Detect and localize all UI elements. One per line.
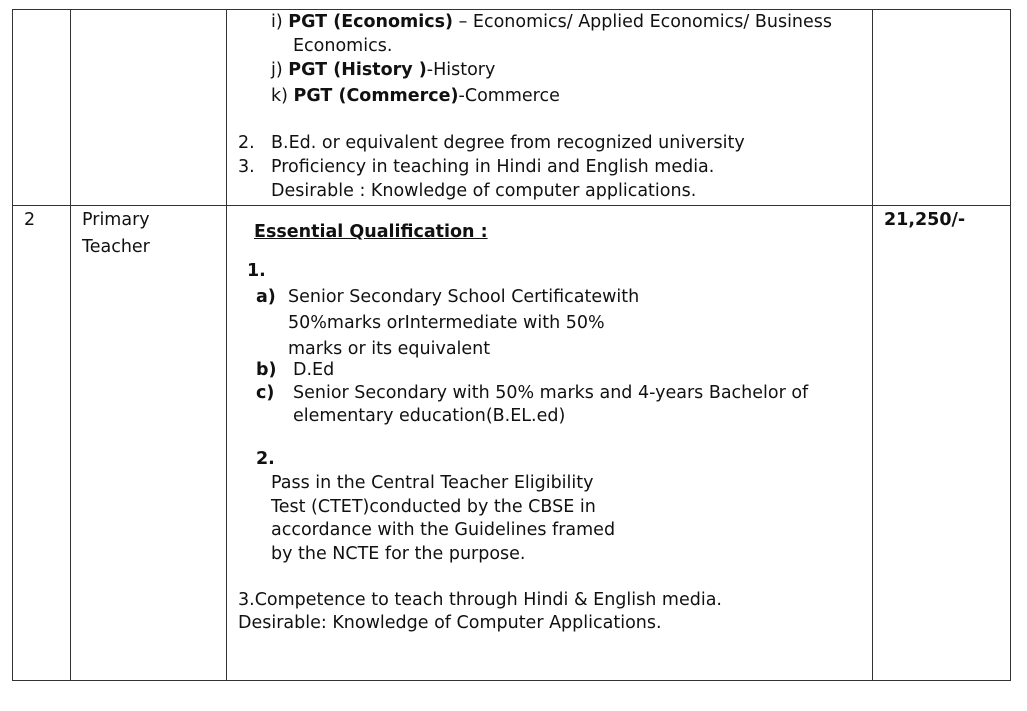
item-i-continuation: Economics.: [293, 36, 393, 56]
row-divider: [13, 205, 1010, 206]
row2-desirable: Desirable: Knowledge of Computer Applications.: [238, 613, 662, 633]
ctet-line4: by the NCTE for the purpose.: [271, 544, 526, 564]
qual-number-1: 1.: [247, 261, 266, 281]
qual-a-line3: marks or its equivalent: [288, 339, 491, 359]
qual-b-marker: b): [256, 360, 277, 380]
ctet-line2: Test (CTET)conducted by the CBSE in: [271, 497, 596, 517]
row1-desirable: Desirable : Knowledge of computer applications.: [271, 181, 697, 201]
qual-b-text: D.Ed: [293, 360, 335, 380]
row1-point2-text: B.Ed. or equivalent degree from recognized university: [271, 133, 745, 153]
pay-scale: 21,250/-: [884, 210, 966, 230]
row1-point3-number: 3.: [238, 157, 255, 177]
qual-c-line2: elementary education(B.EL.ed): [293, 406, 566, 426]
qual-a-line2: 50%marks orIntermediate with 50%: [288, 313, 605, 333]
qual-a-line1: Senior Secondary School Certificatewith: [288, 287, 640, 307]
essential-qualification-heading: Essential Qualification :: [254, 222, 488, 242]
qualification-table: [12, 9, 1011, 681]
qual-c-line1: Senior Secondary with 50% marks and 4-years Bachelor of: [293, 383, 809, 403]
qual-a-marker: a): [256, 287, 276, 307]
qual-point3: 3.Competence to teach through Hindi & English media.: [238, 590, 722, 610]
ctet-line3: accordance with the Guidelines framed: [271, 520, 616, 540]
post-name-line2: Teacher: [82, 237, 150, 257]
row1-point3-text: Proficiency in teaching in Hindi and English media.: [271, 157, 715, 177]
qual-number-2: 2.: [256, 449, 275, 469]
ctet-line1: Pass in the Central Teacher Eligibility: [271, 473, 594, 493]
item-k: k) PGT (Commerce)-Commerce: [271, 86, 560, 106]
row1-point2-number: 2.: [238, 133, 255, 153]
post-name-line1: Primary: [82, 210, 150, 230]
column-divider-3: [872, 10, 873, 680]
column-divider-2: [226, 10, 227, 680]
qual-c-marker: c): [256, 383, 275, 403]
item-j: j) PGT (History )-History: [271, 60, 496, 80]
column-divider-1: [70, 10, 71, 680]
item-i: i) PGT (Economics) – Economics/ Applied Economics/ Business: [271, 12, 833, 32]
serial-number: 2: [24, 210, 36, 230]
